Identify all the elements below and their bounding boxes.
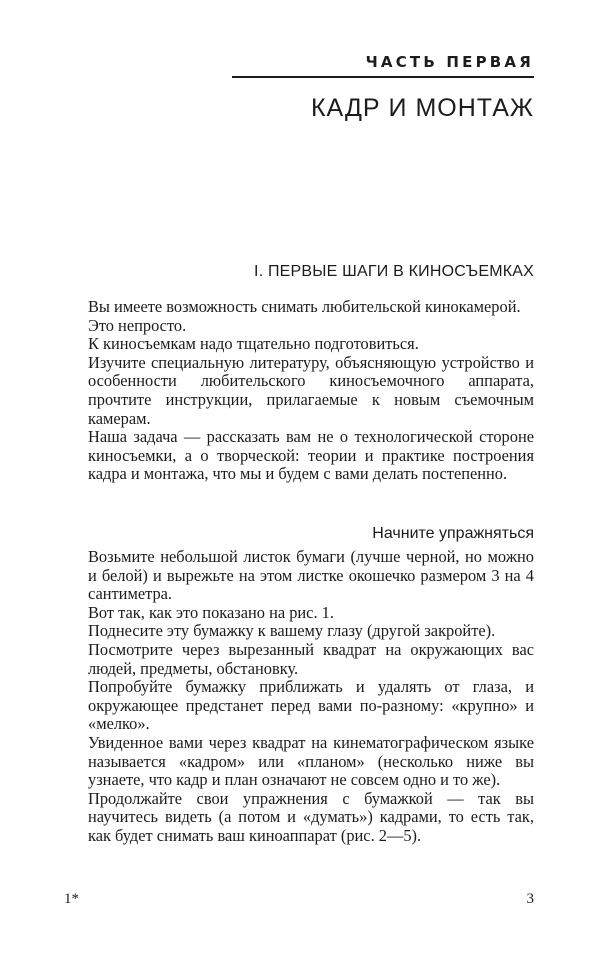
paragraph: Посмотрите через вырезанный квадрат на окружающих вас людей, предметы, обстановку. bbox=[88, 639, 534, 678]
paragraph: Увиденное вами через квадрат на кинематографическом языке называется «кадром» или «планом» (несколько ниже вы узнаете, что кадр и план означают не совсем одно и то же). bbox=[88, 732, 534, 790]
paragraph: Попробуйте бумажку приближать и удалять от глаза, и окружающее предстанет перед вами по-разному: «крупно» и «мелко». bbox=[88, 677, 534, 734]
paragraph: Изучите специальную литературу, объясняющую устройство и особенности любительского киносъемочного аппарата, прочтите инструкции, прилагаемые к новым съемочным камерам. bbox=[88, 352, 534, 428]
chapter-title: I. ПЕРВЫЕ ШАГИ В КИНОСЪЕМКАХ bbox=[254, 263, 534, 280]
paragraph: Поднесите эту бумажку к вашему глазу (другой закройте). bbox=[88, 621, 496, 641]
paragraph: Продолжайте свои упражнения с бумажкой — так вы научитесь видеть (а потом и «думать») кадрами, то есть так, как будет снимать ваш киноаппарат (рис. 2—5). bbox=[88, 788, 534, 845]
paragraph: Это непросто. bbox=[88, 315, 187, 335]
part-label: ЧАСТЬ ПЕРВАЯ bbox=[365, 53, 534, 71]
paragraph: К киносъемкам надо тщательно подготовиться. bbox=[88, 334, 419, 354]
paragraph: Наша задача — рассказать вам не о технологической стороне киносъемки, а о творческой: теории и практике построения кадра и монтажа, что мы и будем с вами делать постепенно. bbox=[88, 427, 534, 484]
paragraph: Возьмите небольшой листок бумаги (лучше черной, но можно и белой) и вырежьте на этом листке окошечко размером 3 на 4 сантиметра. bbox=[88, 547, 534, 604]
paragraph: Вот так, как это показано на рис. 1. bbox=[88, 602, 334, 622]
page-number: 3 bbox=[526, 891, 534, 907]
part-title: КАДР И МОНТАЖ bbox=[310, 94, 534, 122]
signature-mark: 1* bbox=[64, 891, 79, 907]
part-divider bbox=[232, 76, 534, 78]
paragraph: Вы имеете возможность снимать любительской кинокамерой. bbox=[88, 297, 521, 316]
intro-text bbox=[88, 298, 534, 484]
section-text bbox=[88, 548, 534, 846]
section-title: Начните упражняться bbox=[372, 525, 534, 542]
